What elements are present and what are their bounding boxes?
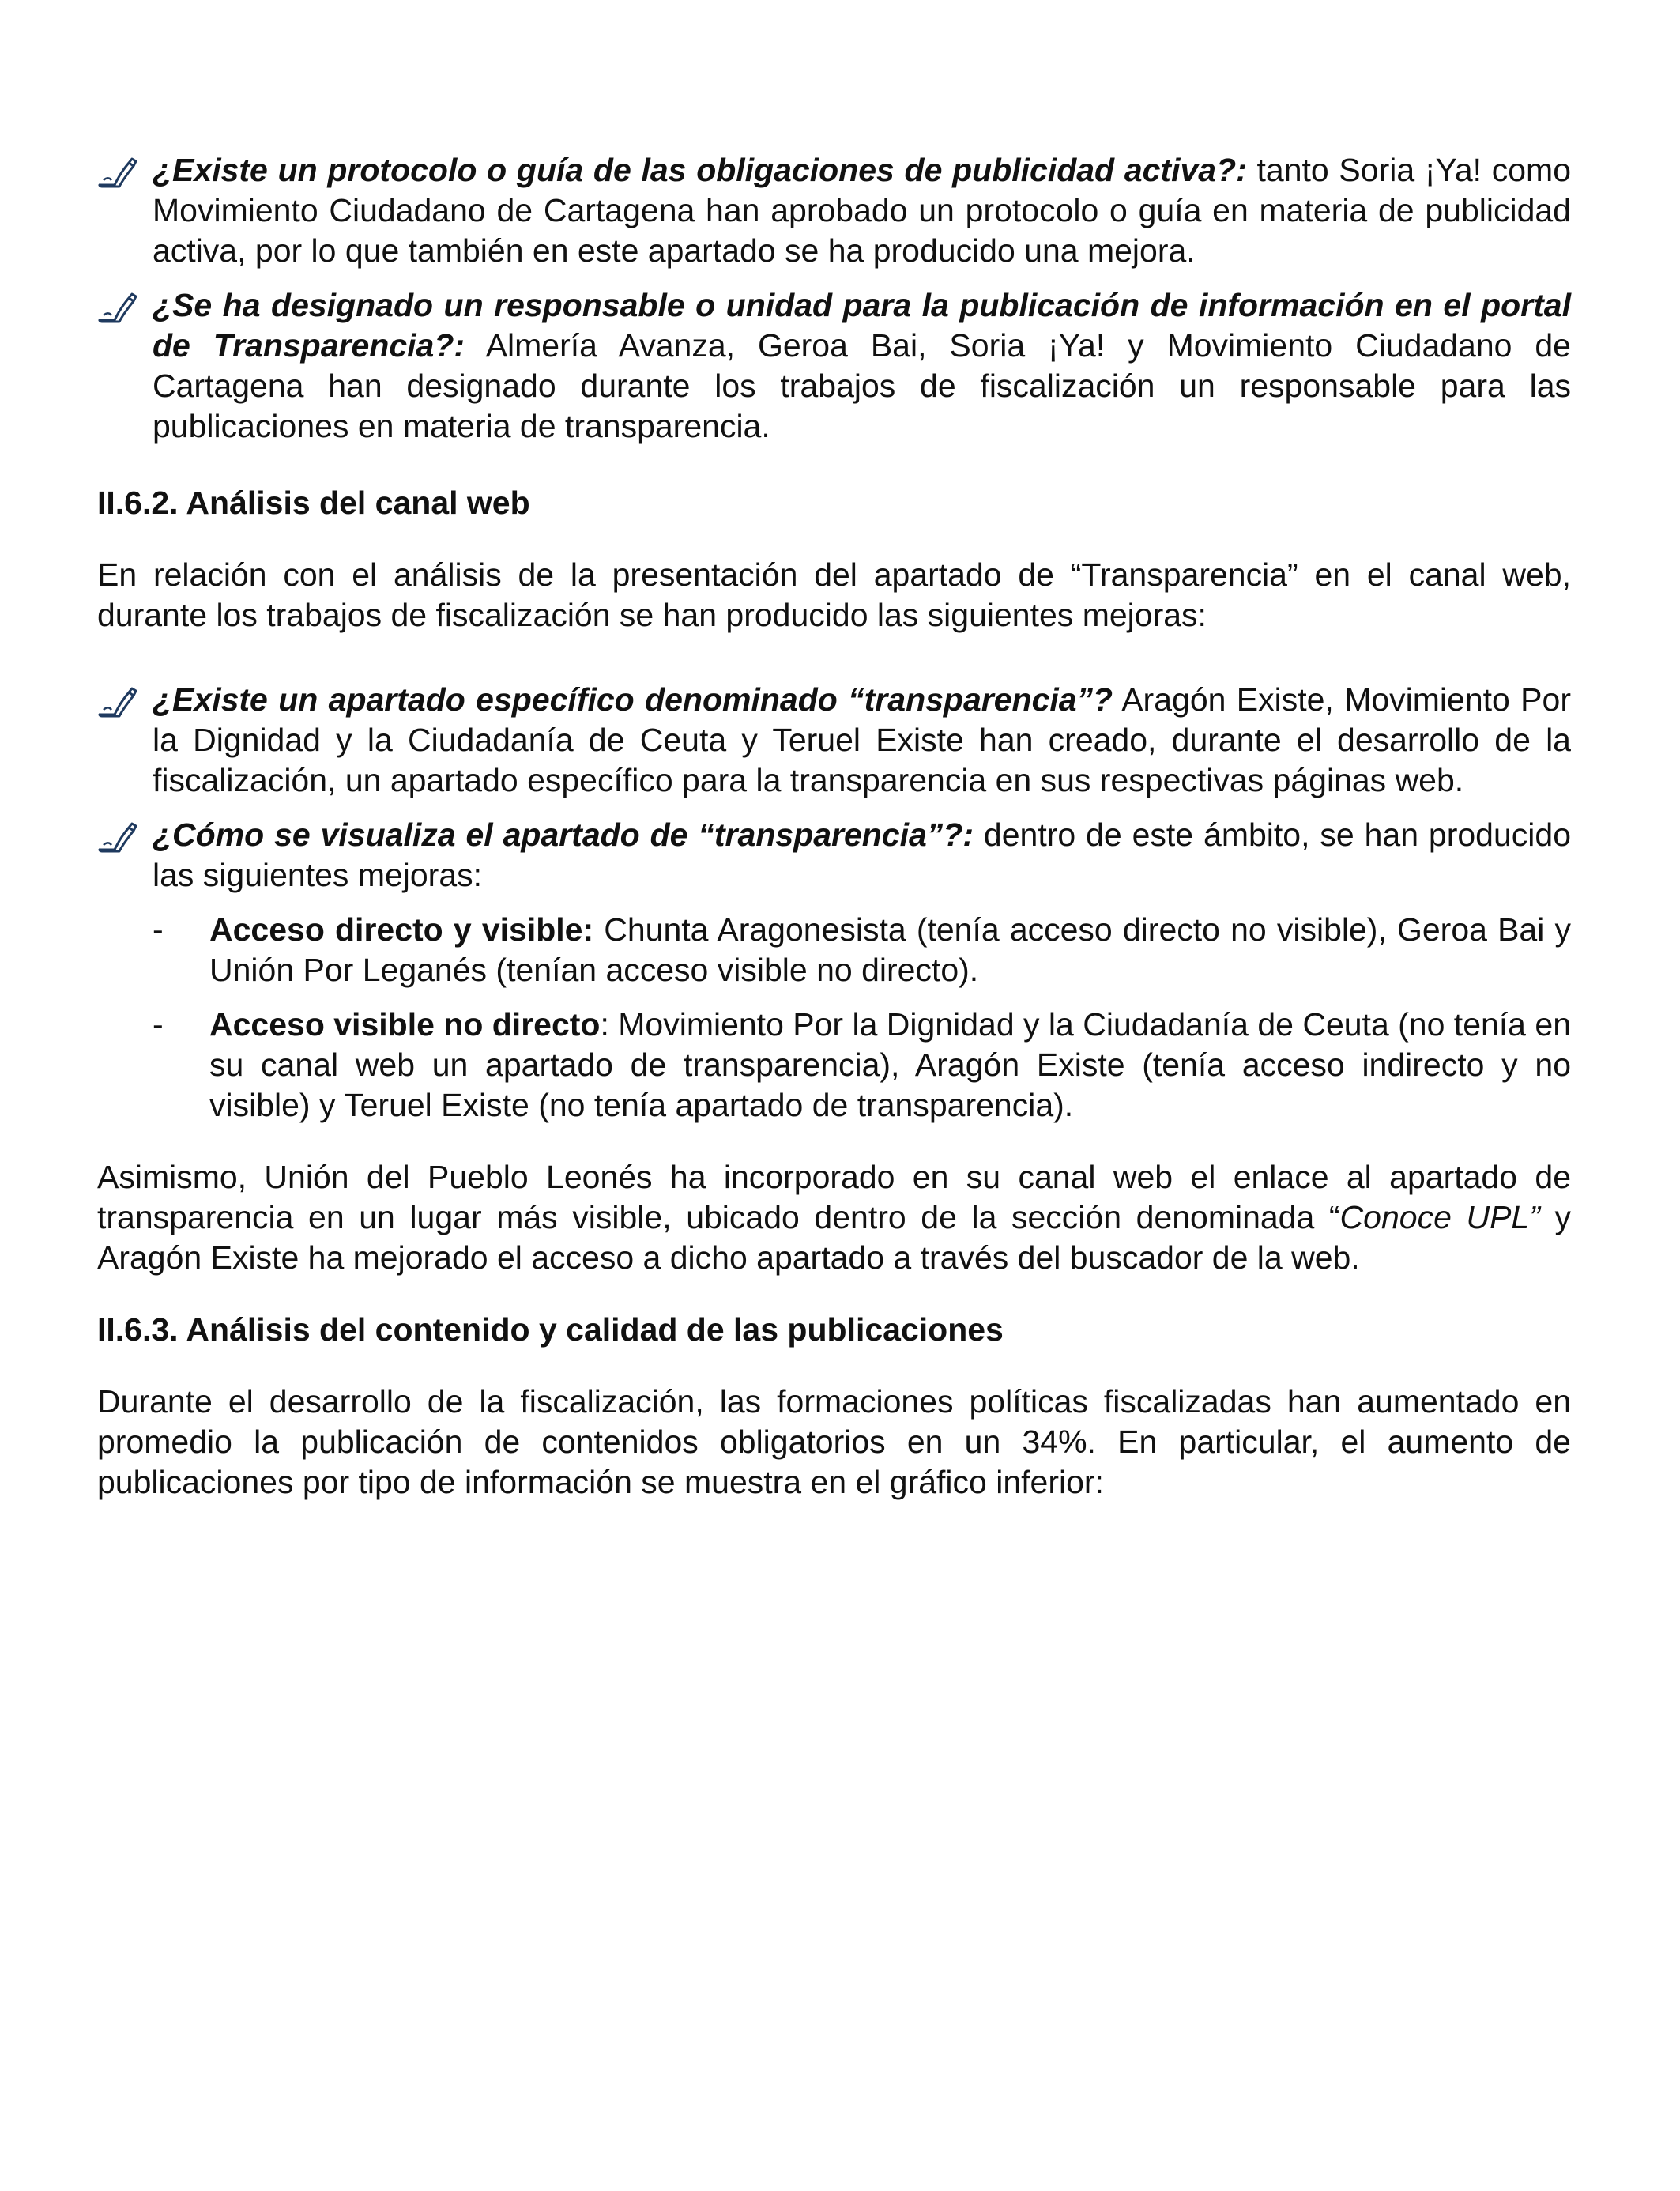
writing-hand-icon	[97, 292, 137, 325]
upl-text-before: Asimismo, Unión del Pueblo Leonés ha incorporado en su canal web el enlace al apartado de transparencia en un lugar más visible, ubicado dentro de la sección denominada “	[97, 1159, 1571, 1235]
sub-item-directo-visible	[153, 910, 1571, 990]
bullet-question: ¿Se ha designado un responsable o unidad para la publicación de información en el portal de Transparencia?:	[153, 287, 1571, 364]
paragraph-intro-263: Durante el desarrollo de la fiscalización, las formaciones políticas fiscalizadas han aumentado en promedio la publicación de contenidos obligatorios en un 34%. En particular, el aumento de publicaciones por tipo de información se muestra en el gráfico inferior:	[97, 1383, 1571, 1500]
upl-text-after: y Aragón Existe ha mejorado el acceso a dicho apartado a través del buscador de la web.	[97, 1199, 1571, 1276]
bullet-text: Almería Avanza, Geroa Bai, Soria ¡Ya! y Movimiento Ciudadano de Cartagena han designado durante los trabajos de fiscalización un responsable para las publicaciones en materia de transparencia.	[153, 327, 1571, 444]
upl-italic: Conoce UPL”	[1339, 1199, 1540, 1235]
bullet-question: ¿Existe un apartado específico denominado “transparencia”?	[153, 681, 1113, 718]
writing-hand-icon	[97, 821, 137, 854]
bullet-text: dentro de este ámbito, se han producido las siguientes mejoras:	[153, 816, 1572, 893]
bullet-protocolo	[97, 150, 1571, 271]
sub-list	[97, 910, 1571, 1126]
dash-marker: -	[153, 911, 164, 948]
writing-hand-icon	[97, 156, 137, 190]
paragraph-intro-262: En relación con el análisis de la presentación del apartado de “Transparencia” en el canal web, durante los trabajos de fiscalización se han producido las siguientes mejoras:	[97, 556, 1571, 633]
writing-hand-icon	[97, 686, 137, 719]
sub-item-visible-no-directo	[153, 1005, 1571, 1126]
dash-marker: -	[153, 1006, 164, 1043]
paragraph-upl	[97, 1157, 1571, 1278]
bullet-text: tanto Soria ¡Ya! como Movimiento Ciudadano de Cartagena han aprobado un protocolo o guía en materia de publicidad activa, por lo que también en este apartado se ha producido una mejora.	[153, 152, 1571, 269]
bullet-text: Aragón Existe, Movimiento Por la Dignidad y la Ciudadanía de Ceuta y Teruel Existe han creado, durante el desarrollo de la fiscalización, un apartado específico para la transparencia en sus respectivas páginas web.	[153, 681, 1571, 798]
sub-item-label: Acceso directo y visible:	[209, 911, 594, 948]
document-page	[97, 150, 1571, 1503]
section-heading-263: II.6.3. Análisis del contenido y calidad de las publicaciones	[97, 1311, 1004, 1348]
sub-item-text: Chunta Aragonesista (tenía acceso directo no visible), Geroa Bai y Unión Por Leganés (tenían acceso visible no directo).	[209, 911, 1571, 988]
sub-item-text: : Movimiento Por la Dignidad y la Ciudadanía de Ceuta (no tenía en su canal web un apartado de transparencia), Aragón Existe (tenía acceso indirecto y no visible) y Teruel Existe (no tenía apartado de transparencia).	[209, 1006, 1571, 1123]
sub-item-label: Acceso visible no directo	[209, 1006, 601, 1043]
bullet-question: ¿Cómo se visualiza el apartado de “transparencia”?:	[153, 816, 974, 853]
bullet-visualiza	[97, 815, 1571, 896]
bullet-apartado-especifico	[97, 680, 1571, 801]
bullet-question: ¿Existe un protocolo o guía de las obligaciones de publicidad activa?:	[153, 152, 1247, 188]
section-heading-262: II.6.2. Análisis del canal web	[97, 485, 530, 521]
bullet-responsable	[97, 285, 1571, 447]
